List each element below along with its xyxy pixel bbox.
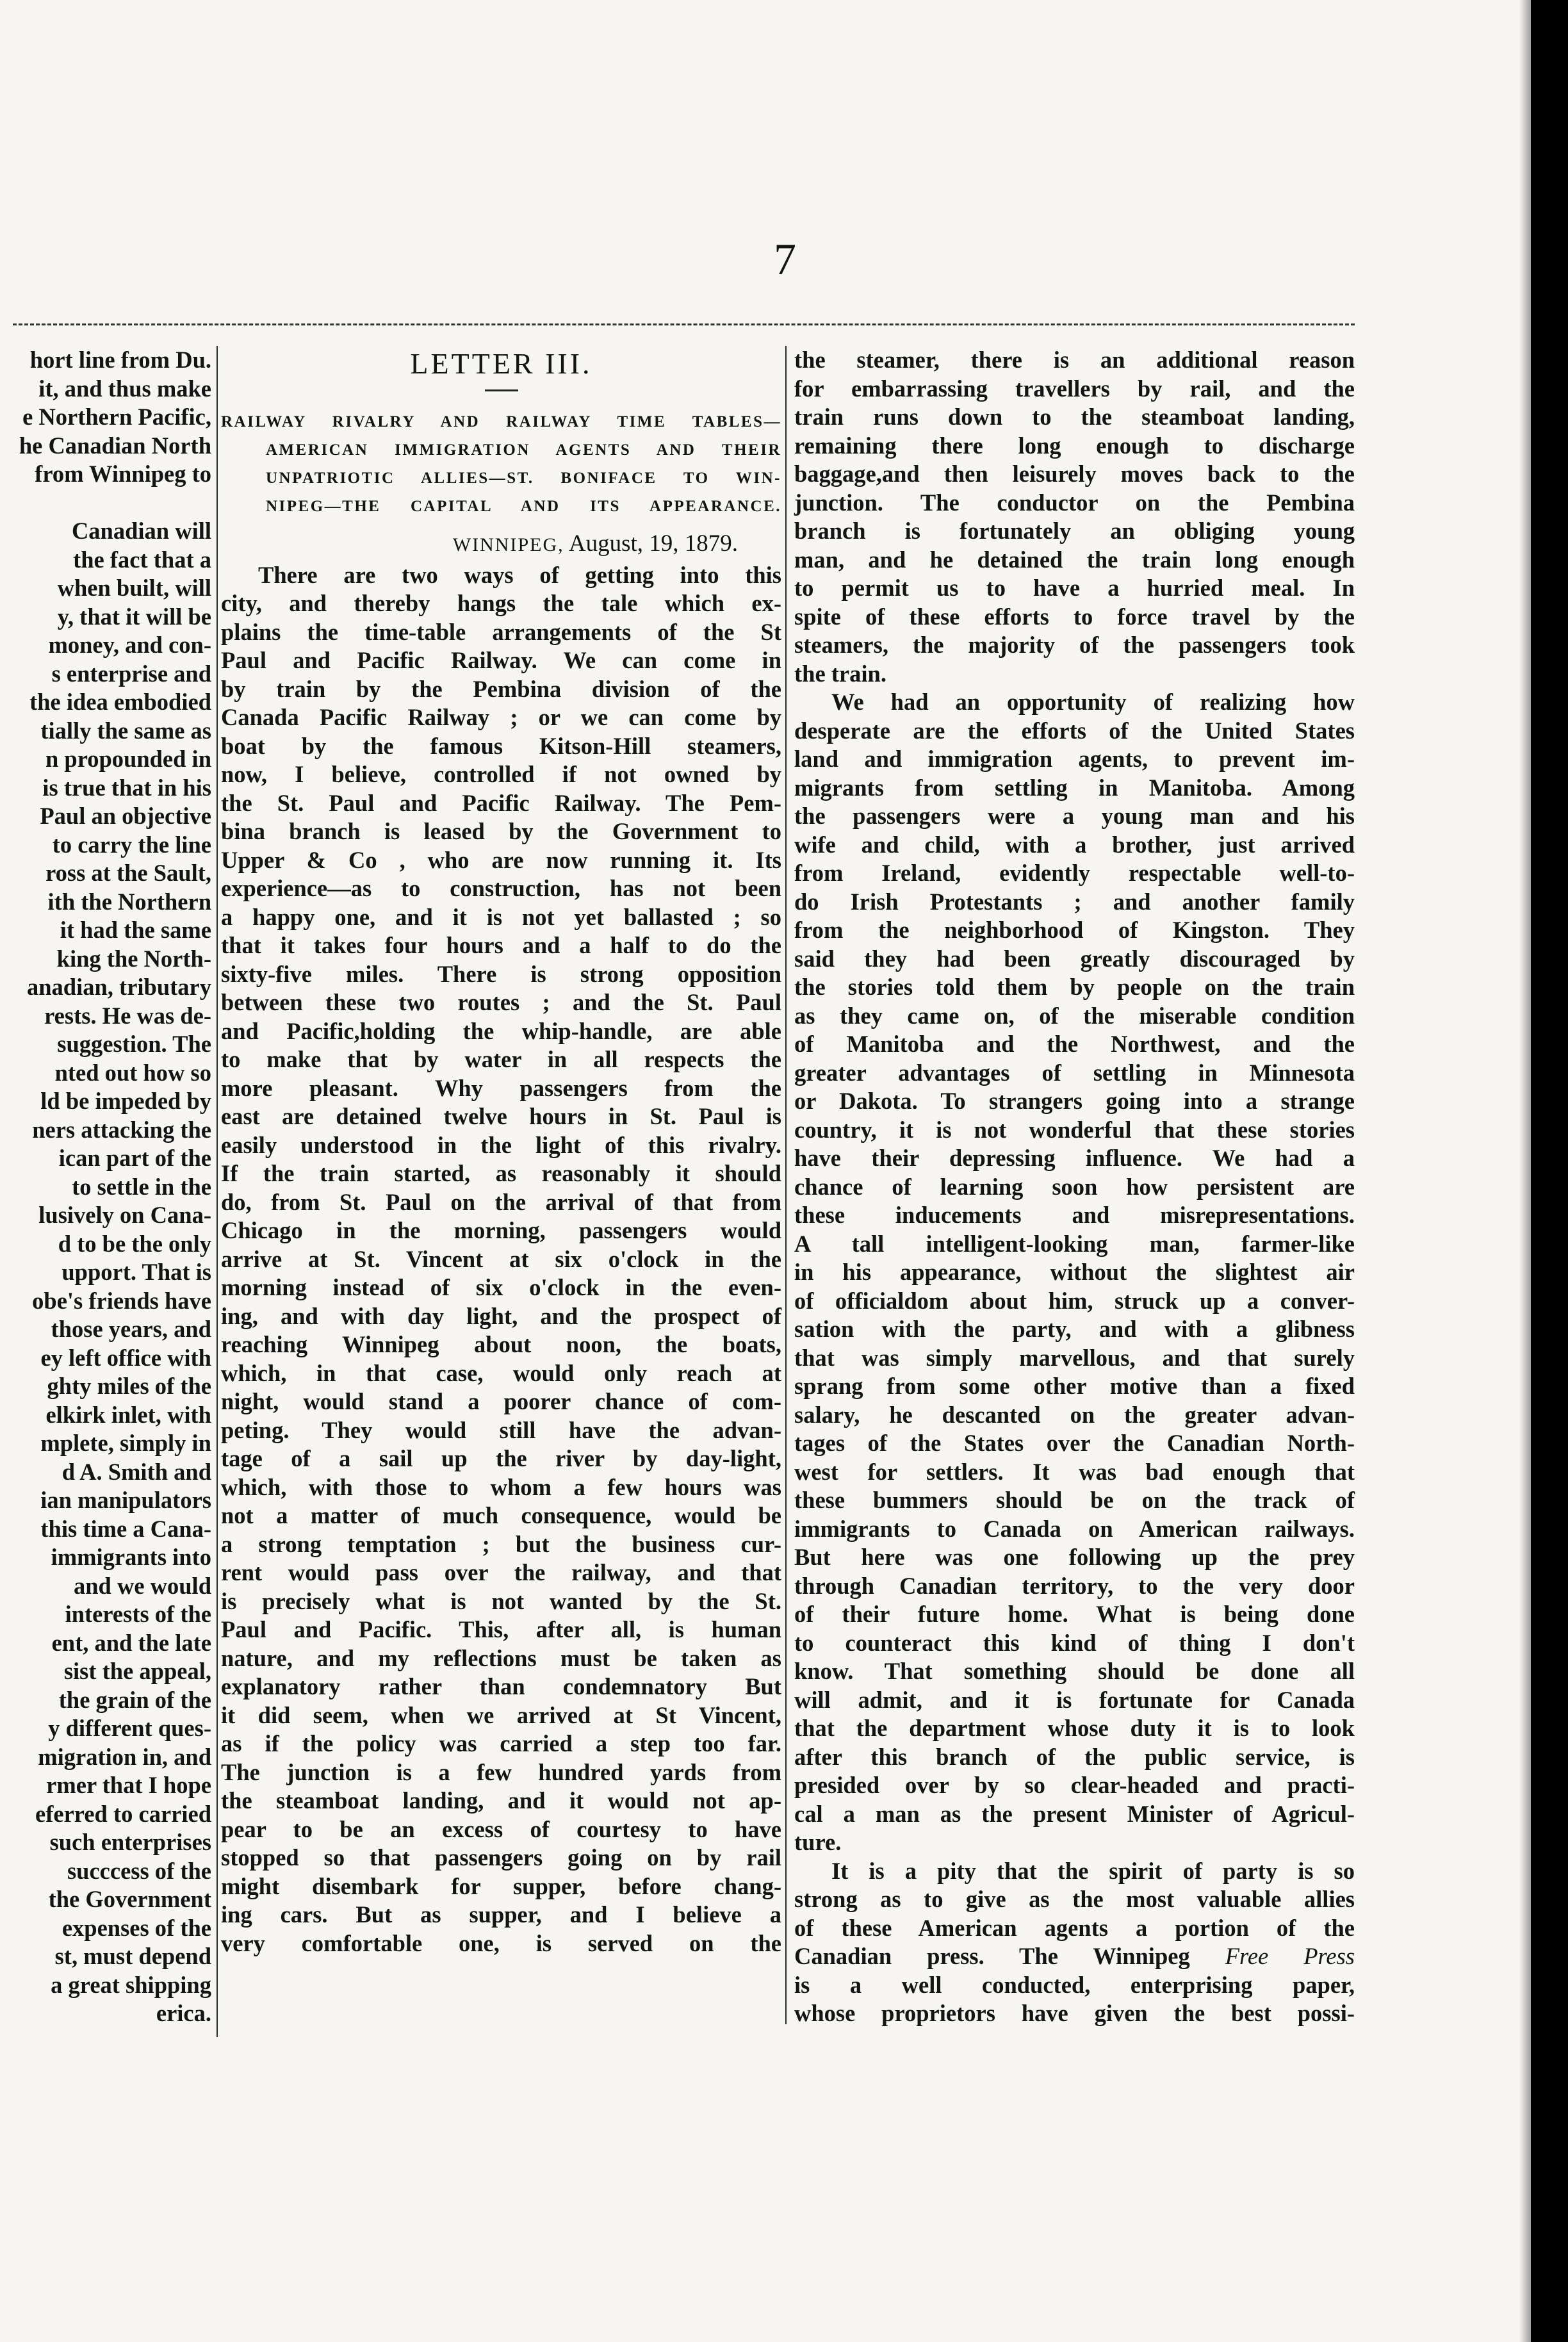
text-line: ican part of the	[58, 1145, 211, 1171]
text-line: country, it is not wonderful that these stories	[794, 1116, 1355, 1143]
text-line: ith the Northern	[47, 888, 211, 915]
text-line: and we would	[73, 1572, 211, 1599]
text-line: lusively on Cana-	[38, 1202, 211, 1228]
text-line: migration in, and	[38, 1743, 211, 1770]
text-line: or Dakota. To strangers going into a strange	[794, 1088, 1355, 1114]
text-line: peting. They would still have the advan-	[221, 1416, 781, 1443]
text-line: immigrants into	[51, 1544, 211, 1570]
left-column	[0, 346, 211, 2028]
text-line: nature, and my reflections must be taken as	[221, 1644, 781, 1671]
text-line: spite of these efforts to force travel by the	[794, 603, 1355, 630]
text-line: between these two routes ; and the St. Paul	[221, 989, 781, 1015]
text-line: more pleasant. Why passengers from the	[221, 1074, 781, 1101]
text-line: Paul and Pacific. This, after all, is human	[221, 1616, 781, 1642]
text-line: night, would stand a poorer chance of com-	[221, 1388, 781, 1414]
text-line: the fact that a	[73, 546, 211, 573]
text-line: a happy one, and it is not yet ballasted ; so	[221, 903, 781, 930]
text-line: We had an opportunity of realizing how	[831, 689, 1355, 715]
text-line: whose proprietors have given the best possi-	[794, 2000, 1355, 2026]
text-line: it did seem, when we arrived at St Vincent,	[221, 1701, 781, 1728]
text-line: ent, and the late	[51, 1629, 211, 1656]
text-line: west for settlers. It was bad enough that	[794, 1458, 1355, 1485]
text-line: man, and he detained the train long enough	[794, 546, 1355, 573]
text-line: branch is fortunately an obliging young	[794, 518, 1355, 544]
text-line: Paul an objective	[40, 803, 211, 829]
text-line: from Winnipeg to	[35, 461, 211, 487]
text-line: bina branch is leased by the Government to	[221, 818, 781, 844]
text-line: tage of a sail up the river by day-light,	[221, 1445, 781, 1471]
text-line: arrive at St. Vincent at six o'clock in the	[221, 1245, 781, 1272]
text-line: rmer that I hope	[46, 1772, 211, 1798]
text-line: explanatory rather than condemnatory But	[221, 1673, 781, 1699]
text-line: d to be the only	[58, 1230, 211, 1257]
text-line: boat by the famous Kitson-Hill steamers,	[221, 732, 781, 759]
text-line: have their depressing influence. We had a	[794, 1145, 1355, 1171]
text-line: steamers, the majority of the passengers took	[794, 632, 1355, 658]
column-divider-right	[785, 346, 787, 2024]
text-line: Canadian press. The Winnipeg Free Press	[794, 1943, 1355, 1969]
text-line: e Northern Pacific,	[22, 404, 211, 430]
text-line: ners attacking the	[32, 1116, 211, 1143]
text-line: y different ques-	[48, 1715, 211, 1741]
middle-body-text	[221, 561, 781, 1958]
text-line: now, I believe, controlled if not owned by	[221, 761, 781, 787]
page-number: 7	[774, 235, 796, 284]
text-line: d A. Smith and	[61, 1458, 211, 1485]
text-line: to carry the line	[52, 831, 211, 858]
text-line: by train by the Pembina division of the	[221, 675, 781, 702]
text-line: interests of the	[65, 1601, 211, 1627]
text-line: chance of learning soon how persistent are	[794, 1173, 1355, 1200]
text-line: the Government	[48, 1886, 211, 1912]
text-line: ghty miles of the	[47, 1373, 211, 1399]
dateline	[221, 530, 781, 560]
text-line: easily understood in the light of this rivalry.	[221, 1131, 781, 1158]
text-line: very comfortable one, is served on the	[221, 1929, 781, 1956]
summary-line: UNPATRIOTIC ALLIES—ST. BONIFACE TO WIN-	[266, 470, 781, 487]
text-line: ld be impeded by	[40, 1088, 211, 1114]
text-line: experience—as to construction, has not been	[221, 875, 781, 901]
text-line: will admit, and it is fortunate for Canada	[794, 1686, 1355, 1713]
text-line: desperate are the efforts of the United States	[794, 717, 1355, 744]
summary-line: AMERICAN IMMIGRATION AGENTS AND THEIR	[266, 441, 781, 459]
text-line: ing, and with day light, and the prospect of	[221, 1302, 781, 1329]
text-line: morning instead of six o'clock in the even-	[221, 1274, 781, 1300]
text-line: of these American agents a portion of the	[794, 1914, 1355, 1941]
text-line: might disembark for supper, before chang-	[221, 1872, 781, 1899]
text-line: for embarrassing travellers by rail, and the	[794, 375, 1355, 402]
text-line: wife and child, with a brother, just arrived	[794, 831, 1355, 858]
text-line: Chicago in the morning, passengers would	[221, 1217, 781, 1243]
text-line: ey left office with	[40, 1344, 211, 1371]
text-line: to make that by water in all respects the	[221, 1046, 781, 1072]
text-line: presided over by so clear-headed and practi-	[794, 1772, 1355, 1798]
dateline-place: WINNIPEG,	[452, 534, 564, 555]
text-line: as if the policy was carried a step too far.	[221, 1730, 781, 1756]
text-line: n propounded in	[45, 746, 211, 772]
text-line: rent would pass over the railway, and that	[221, 1559, 781, 1585]
text-line: it had the same	[60, 917, 211, 943]
text-line: Upper & Co , who are now running it. Its	[221, 846, 781, 873]
text-line: greater advantages of settling in Minnesota	[794, 1059, 1355, 1086]
text-line: do Irish Protestants ; and another family	[794, 888, 1355, 915]
text-line: these inducements and misrepresentations.	[794, 1202, 1355, 1228]
text-line: baggage,and then leisurely moves back to the	[794, 461, 1355, 487]
text-line: the steamer, there is an additional reason	[794, 347, 1355, 373]
letter-heading: LETTER III.	[410, 347, 592, 380]
text-line: that it takes four hours and a half to do the	[221, 932, 781, 958]
column-divider-left	[216, 346, 218, 2037]
text-line: from Ireland, evidently respectable well-to-	[794, 860, 1355, 886]
text-line: There are two ways of getting into this	[258, 561, 781, 588]
text-line: this time a Cana-	[40, 1515, 211, 1542]
text-line: mplete, simply in	[40, 1430, 211, 1456]
heading-dash	[485, 389, 518, 391]
dateline-date: August, 19, 1879.	[568, 530, 738, 557]
text-line: money, and con-	[48, 632, 211, 658]
text-line: to permit us to have a hurried meal. In	[794, 575, 1355, 601]
text-line: remaining there long enough to discharge	[794, 432, 1355, 459]
text-line: city, and thereby hangs the tale which ex-	[221, 590, 781, 616]
text-line: plains the time-table arrangements of the St	[221, 618, 781, 645]
text-line: nted out how so	[54, 1059, 211, 1086]
text-line: not a matter of much consequence, would be	[221, 1502, 781, 1528]
text-line: eferred to carried	[35, 1800, 211, 1827]
text-line: of Manitoba and the Northwest, and the	[794, 1031, 1355, 1057]
text-line: stopped so that passengers going on by rail	[221, 1844, 781, 1871]
text-line: cal a man as the present Minister of Agricul-	[794, 1800, 1355, 1827]
text-line: ross at the Sault,	[45, 860, 211, 886]
text-line: elkirk inlet, with	[45, 1401, 211, 1428]
text-line: succcess of the	[67, 1857, 211, 1884]
text-line: s enterprise and	[51, 660, 211, 687]
text-line: that was simply marvellous, and that surely	[794, 1344, 1355, 1371]
text-line: tages of the States over the Canadian North-	[794, 1430, 1355, 1456]
text-line: If the train started, as reasonably it should	[221, 1160, 781, 1186]
newspaper-name: Free Press	[1225, 1943, 1355, 1969]
text-line: of their future home. What is being done	[794, 1601, 1355, 1627]
text-line: ian manipulators	[40, 1487, 211, 1513]
text-line: when built, will	[57, 575, 211, 601]
text-line: the steamboat landing, and it would not ap-	[221, 1787, 781, 1814]
text-line: A tall intelligent-looking man, farmer-like	[794, 1230, 1355, 1257]
text-line: east are detained twelve hours in St. Paul is	[221, 1103, 781, 1129]
text-line: tially the same as	[40, 717, 211, 744]
text-line: he Canadian North	[19, 432, 211, 459]
summary-line: RAILWAY RIVALRY AND RAILWAY TIME TABLES—	[221, 413, 781, 430]
text-line: y, that it will be	[57, 603, 211, 630]
text-line: It is a pity that the spirit of party is so	[831, 1857, 1355, 1884]
text-line: king the North-	[56, 945, 211, 972]
text-line: sprang from some other motive than a fixed	[794, 1373, 1355, 1399]
text-line: which, in that case, would only reach at	[221, 1359, 781, 1386]
text-line: upport. That is	[61, 1259, 211, 1285]
text-line: the grain of the	[58, 1686, 211, 1713]
text-line: ture.	[794, 1829, 842, 1855]
text-line: in his appearance, without the slightest air	[794, 1259, 1355, 1285]
text-line: ing cars. But as supper, and I believe a	[221, 1901, 781, 1928]
text-line: and Pacific,holding the whip-handle, are able	[221, 1017, 781, 1044]
text-line: is true that in his	[42, 774, 211, 801]
header-rule	[13, 323, 1355, 325]
text-line: The junction is a few hundred yards from	[221, 1758, 781, 1785]
text-line: salary, he descanted on the greater advan-	[794, 1401, 1355, 1428]
text-line: from the neighborhood of Kingston. They	[794, 917, 1355, 943]
text-line: strong as to give as the most valuable allies	[794, 1886, 1355, 1912]
text-line: through Canadian territory, to the very door	[794, 1572, 1355, 1599]
text-line: as they came on, of the miserable condition	[794, 1002, 1355, 1029]
text-line: such enterprises	[49, 1829, 211, 1855]
text-line: the St. Paul and Pacific Railway. The Pem-	[221, 789, 781, 816]
text-line: suggestion. The	[57, 1031, 211, 1057]
text-line: said they had been greatly discouraged by	[794, 945, 1355, 972]
letter-summary	[221, 408, 781, 521]
text-line: anadian, tributary	[27, 974, 211, 1000]
text-line: sation with the party, and with a glibness	[794, 1316, 1355, 1342]
text-line: is precisely what is not wanted by the St.	[221, 1587, 781, 1614]
text-line: the idea embodied	[29, 689, 211, 715]
text-line: a great shipping	[51, 1971, 211, 1998]
text-line: know. That something should be done all	[794, 1658, 1355, 1684]
text-line: to counteract this kind of thing I don't	[794, 1629, 1355, 1656]
text-line: sixty-five miles. There is strong opposition	[221, 960, 781, 987]
text-line: st, must depend	[54, 1943, 211, 1969]
text-line: a strong temptation ; but the business cur-	[221, 1530, 781, 1557]
text-line: which, with those to whom a few hours was	[221, 1473, 781, 1500]
text-line	[0, 489, 211, 518]
text-line: is a well conducted, enterprising paper,	[794, 1971, 1355, 1998]
right-column	[794, 346, 1355, 2028]
text-line: do, from St. Paul on the arrival of that from	[221, 1188, 781, 1215]
text-line: Canada Pacific Railway ; or we can come by	[221, 704, 781, 730]
summary-line: NIPEG—THE CAPITAL AND ITS APPEARANCE.	[266, 498, 781, 515]
text-line: to settle in the	[72, 1173, 211, 1200]
text-line: Paul and Pacific Railway. We can come in	[221, 647, 781, 673]
text-line: the train.	[794, 660, 886, 687]
text-line: Canadian will	[71, 518, 211, 544]
text-line: it, and thus make	[38, 375, 211, 402]
text-line: land and immigration agents, to prevent im-	[794, 746, 1355, 772]
text-line: expenses of the	[61, 1914, 211, 1941]
middle-column	[221, 346, 781, 1958]
text-line: those years, and	[51, 1316, 211, 1342]
text-line: train runs down to the steamboat landing,	[794, 404, 1355, 430]
text-line: the passengers were a young man and his	[794, 803, 1355, 829]
text-line: these bummers should be on the track of	[794, 1487, 1355, 1513]
text-line: hort line from Du.	[29, 347, 211, 373]
text-line: migrants from settling in Manitoba. Among	[794, 774, 1355, 801]
text-line: immigrants to Canada on American railways.	[794, 1515, 1355, 1542]
text-line: that the department whose duty it is to look	[794, 1715, 1355, 1741]
text-line: rests. He was de-	[44, 1002, 211, 1029]
text-line: of officialdom about him, struck up a conver-	[794, 1287, 1355, 1314]
text-line: junction. The conductor on the Pembina	[794, 489, 1355, 516]
text-line: erica.	[156, 2000, 211, 2026]
text-line: sist the appeal,	[63, 1658, 211, 1684]
text-line: after this branch of the public service, is	[794, 1743, 1355, 1770]
text-line: obe's friends have	[32, 1287, 211, 1314]
text-line: reaching Winnipeg about noon, the boats,	[221, 1331, 781, 1357]
text-line: the stories told them by people on the train	[794, 974, 1355, 1000]
text-line: pear to be an excess of courtesy to have	[221, 1815, 781, 1842]
text-line: But here was one following up the prey	[794, 1544, 1355, 1570]
